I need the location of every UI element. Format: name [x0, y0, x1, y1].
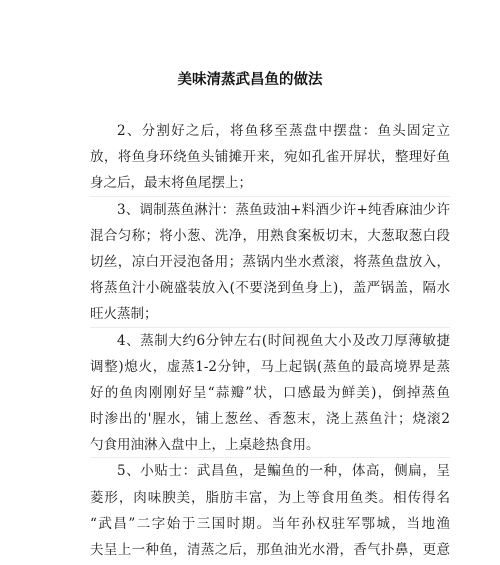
paragraph-tips [90, 458, 450, 563]
paragraph-step-2 [90, 118, 450, 197]
paragraph-line: 勺食用油淋入盘中上，上桌趁热食用。 [90, 437, 320, 454]
paragraph-line: “武昌”二字始于三国时期。当年孙权驻军鄂城，当地渔 [90, 515, 450, 532]
paragraph-line: 夫呈上一种鱼，清蒸之后，那鱼油光水滑，香气扑鼻，更意 [90, 542, 450, 558]
paragraph-line: 4、蒸制大约6分钟左右(时间视鱼大小及改刀厚薄敏捷 [117, 332, 450, 349]
paragraph-line: 时渗出的'腥水，铺上葱丝、香葱末，浇上蒸鱼汁；烧滚2 [90, 411, 450, 428]
paragraph-line: 旺火蒸制； [90, 306, 158, 323]
paragraph-line: 5、小贴士：武昌鱼，是鳊鱼的一种，体高，侧扁，呈 [117, 463, 450, 480]
paragraph-line: 好的鱼肉刚刚好呈“蒜瓣”状，口感最为鲜美)，倒掉蒸鱼 [90, 384, 450, 401]
paragraph-line: 切丝，凉白开浸泡备用；蒸锅内坐水煮滚，将蒸鱼盘放入， [90, 253, 450, 270]
paragraph-line: 放，将鱼身环绕鱼头铺摊开来，宛如孔雀开屏状，整理好鱼 [90, 149, 450, 166]
paragraph-line: 将蒸鱼汁小碗盛装放入(不要浇到鱼身上)，盖严锅盖，隔水 [90, 280, 450, 297]
paragraph-step-3 [90, 197, 450, 328]
paragraph-line: 混合匀称；将小葱、洗净，用熟食案板切末，大葱取葱白段 [90, 227, 450, 244]
paragraph-line: 3、调制蒸鱼淋汁：蒸鱼豉油+料酒少许+纯香麻油少许 [117, 201, 450, 218]
paragraph-line: 2、分割好之后，将鱼移至蒸盘中摆盘：鱼头固定立 [117, 123, 450, 139]
paragraph-line: 菱形，肉味腴美，脂肪丰富，为上等食用鱼类。相传得名 [90, 489, 450, 506]
paragraph-line: 身之后，最末将鱼尾摆上； [90, 175, 252, 192]
paragraph-step-4 [90, 328, 450, 459]
page-title: 美味清蒸武昌鱼的做法 [177, 71, 323, 88]
paragraph-line: 调整)熄火，虚蒸1-2分钟，马上起锅(蒸鱼的最高境界是蒸 [90, 358, 450, 375]
document-body [90, 118, 450, 563]
